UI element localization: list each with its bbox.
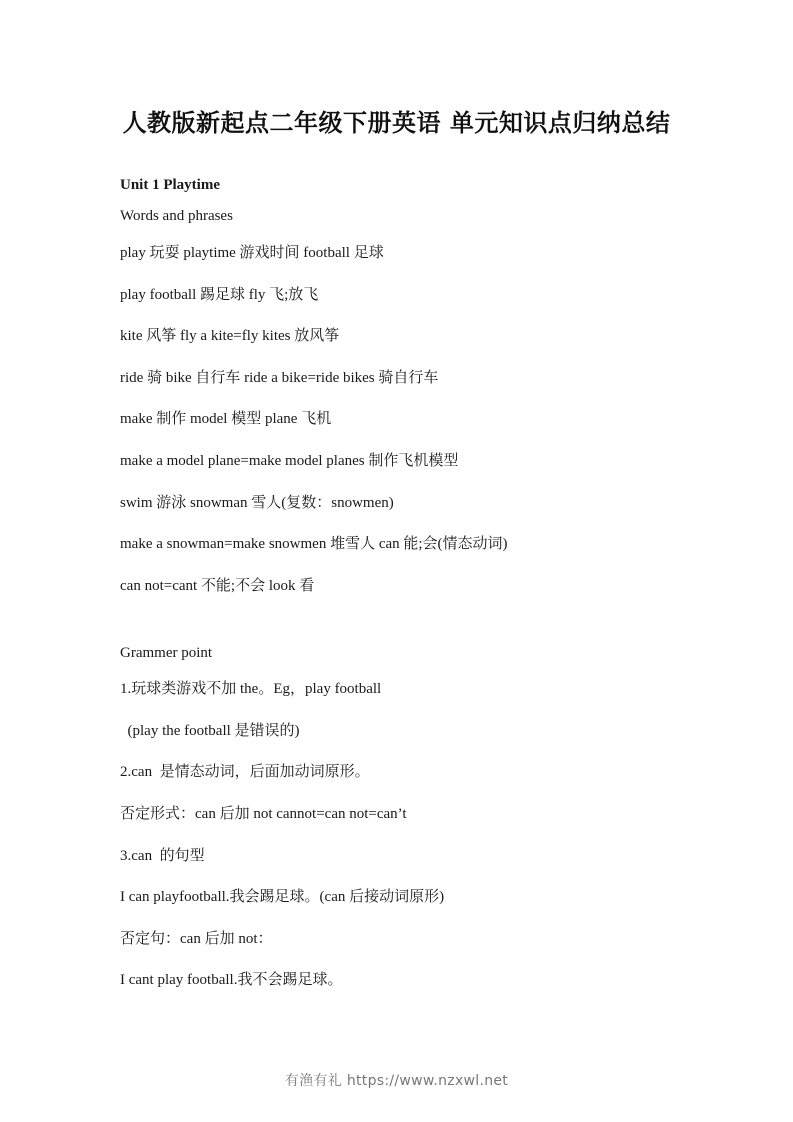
grammar-line: (play the football 是错误的) xyxy=(120,723,300,739)
words-line: can not=cant 不能;不会 look 看 xyxy=(120,578,315,594)
words-line: play 玩耍 playtime 游戏时间 football 足球 xyxy=(120,245,384,261)
words-line: make a model plane=make model planes 制作飞机模型 xyxy=(120,453,459,469)
grammar-line: 1.玩球类游戏不加 the。Eg，play football xyxy=(120,681,382,697)
words-heading: Words and phrases xyxy=(120,208,233,224)
words-line: ride 骑 bike 自行车 ride a bike=ride bikes 骑自行车 xyxy=(120,370,439,386)
words-line: play football 踢足球 fly 飞;放飞 xyxy=(120,287,319,303)
grammar-line: 否定形式：can 后加 not cannot=can not=can’t xyxy=(120,806,407,822)
document-title: 人教版新起点二年级下册英语 单元知识点归纳总结 xyxy=(122,109,671,137)
words-line: kite 风筝 fly a kite=fly kites 放风筝 xyxy=(120,328,340,344)
grammar-line: 2.can 是情态动词，后面加动词原形。 xyxy=(120,764,370,780)
words-line: make a snowman=make snowmen 堆雪人 can 能;会(情态动词) xyxy=(120,536,508,552)
grammar-line: I can playfootball.我会踢足球。(can 后接动词原形) xyxy=(120,889,445,905)
words-line: make 制作 model 模型 plane 飞机 xyxy=(120,411,332,427)
grammar-heading: Grammer point xyxy=(120,645,213,661)
footer-watermark: 有渔有礼 https://www.nzxwl.net xyxy=(284,1073,509,1089)
grammar-line: 3.can 的句型 xyxy=(120,848,205,864)
grammar-line: I cant play football.我不会踢足球。 xyxy=(120,972,343,988)
unit-heading: Unit 1 Playtime xyxy=(120,177,220,193)
grammar-line: 否定句：can 后加 not： xyxy=(120,931,273,947)
words-line: swim 游泳 snowman 雪人(复数：snowmen) xyxy=(120,495,394,511)
